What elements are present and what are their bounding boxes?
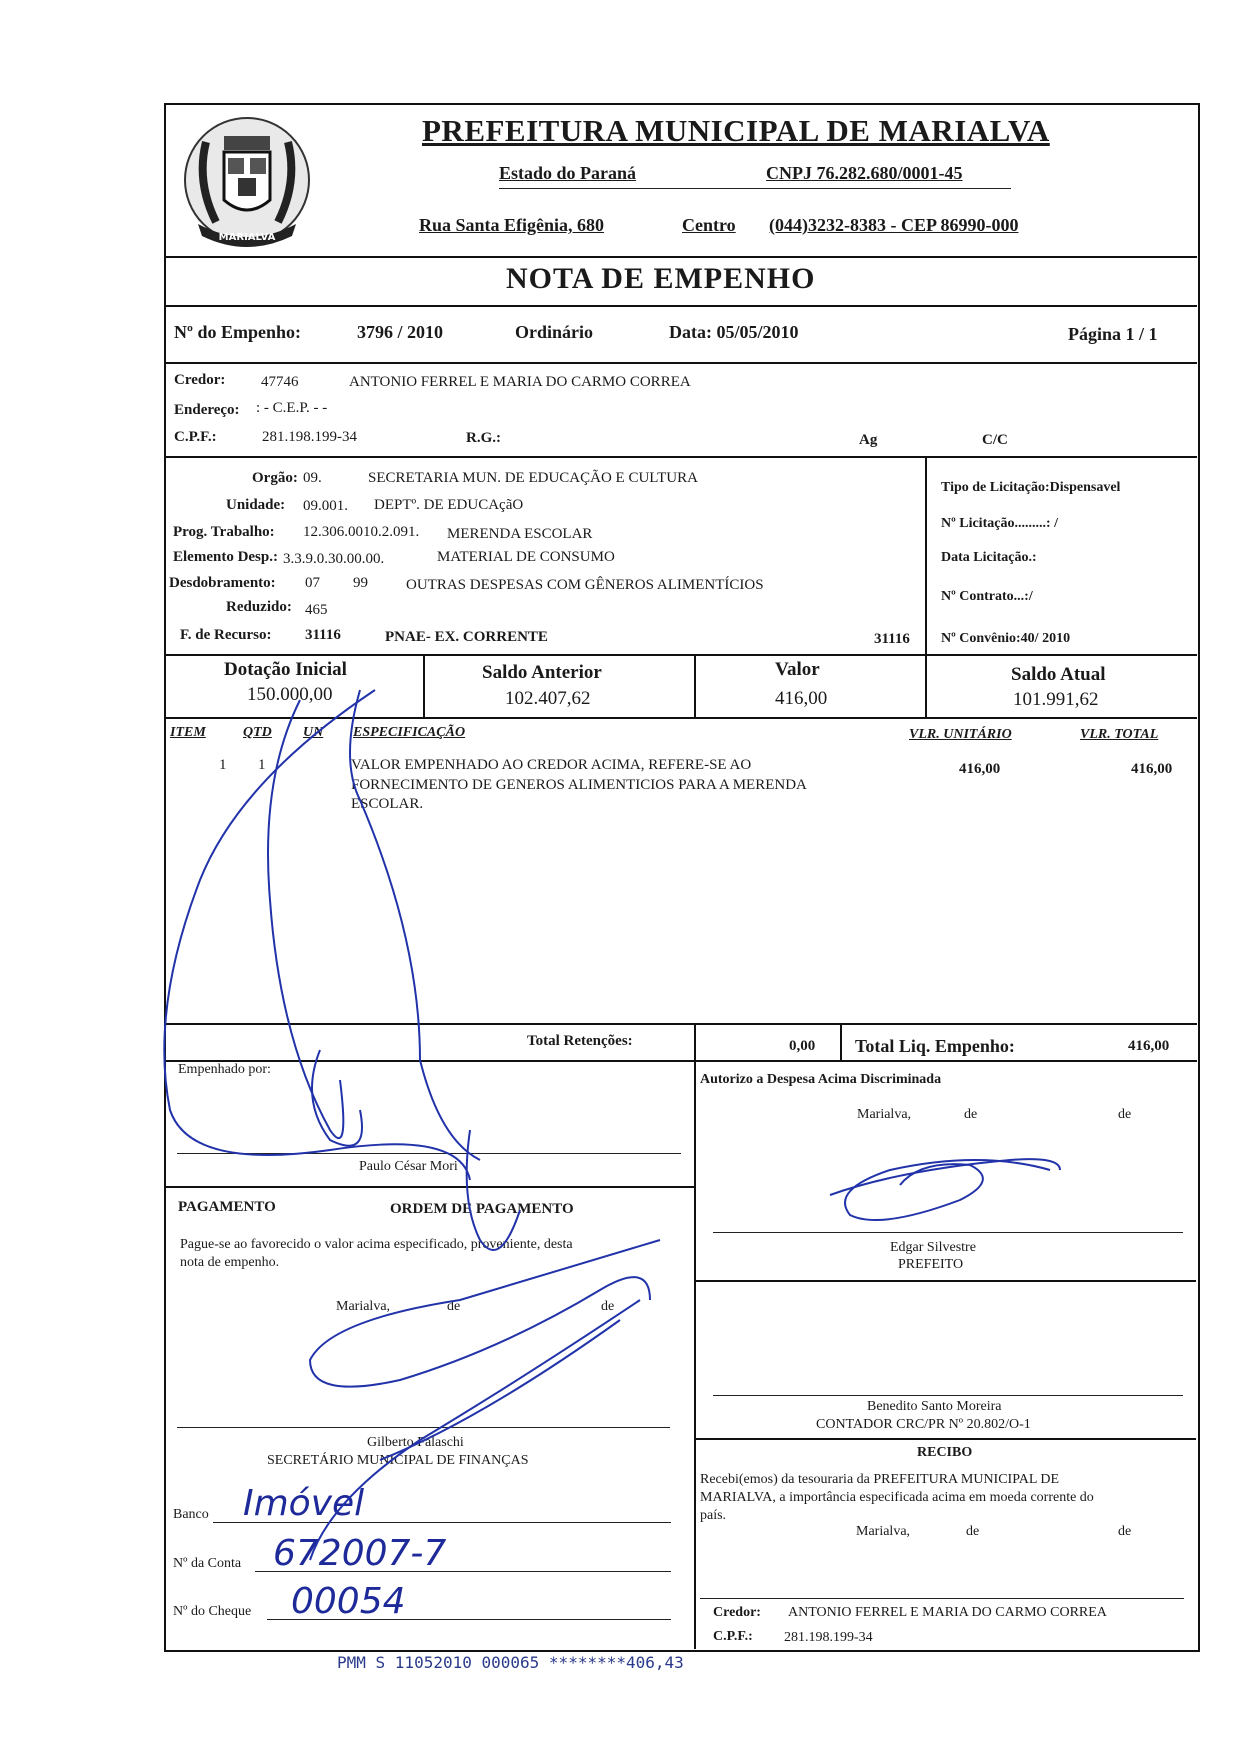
col-spec: ESPECIFICAÇÃO <box>353 725 466 740</box>
empenhado-signer: Paulo César Mori <box>359 1159 458 1174</box>
unidade-label: Unidade: <box>226 497 286 513</box>
empenho-number-label: Nº do Empenho: <box>174 322 301 342</box>
pagamento-signer: Gilberto Falaschi <box>367 1435 464 1450</box>
signature-line <box>713 1395 1183 1396</box>
conta-label: Nº da Conta <box>173 1556 242 1571</box>
saldo-anterior-label: Saldo Anterior <box>482 662 602 683</box>
item-qtd: 1 <box>258 757 266 773</box>
recurso-name: PNAE- EX. CORRENTE <box>385 629 548 645</box>
col-unit-value: VLR. UNITÁRIO <box>909 727 1012 742</box>
pagamento-city: Marialva, <box>336 1299 391 1314</box>
recurso-label: F. de Recurso: <box>180 627 272 643</box>
prog-code: 12.306.0010.2.091. <box>303 524 420 540</box>
divider <box>925 655 927 717</box>
saldo-atual-label: Saldo Atual <box>1011 664 1106 685</box>
state-label: Estado do Paraná <box>499 163 637 183</box>
empenho-type: Ordinário <box>515 322 594 342</box>
orgao-name: SECRETARIA MUN. DE EDUCAÇÃO E CULTURA <box>368 470 698 486</box>
divider <box>165 362 1197 364</box>
signature-line <box>713 1232 1183 1233</box>
autorizo-label: Autorizo a Despesa Acima Discriminada <box>700 1072 942 1087</box>
divider <box>165 717 1197 719</box>
signature-line <box>177 1427 670 1428</box>
saldo-atual-value: 101.991,62 <box>1013 689 1099 710</box>
item-spec-line-3: ESCOLAR. <box>351 796 424 812</box>
licitacao-tipo: Tipo de Licitação:Dispensavel <box>941 480 1121 495</box>
item-number: 1 <box>219 757 227 773</box>
address-value: : - C.E.P. - - <box>256 400 328 416</box>
desdob-name: OUTRAS DESPESAS COM GÊNEROS ALIMENTÍCIOS <box>406 577 764 593</box>
valor-label: Valor <box>775 659 820 680</box>
divider <box>165 456 1197 458</box>
header-underline <box>499 188 1011 189</box>
cpf-label: C.P.F.: <box>174 429 217 445</box>
dotacao-label: Dotação Inicial <box>224 659 347 680</box>
unidade-name: DEPTº. DE EDUCAçãO <box>374 497 524 513</box>
recibo-credor-name: ANTONIO FERREL E MARIA DO CARMO CORREA <box>788 1605 1107 1620</box>
signature-line <box>700 1598 1184 1599</box>
contador-signer: Benedito Santo Moreira <box>867 1399 1002 1414</box>
reduzido-label: Reduzido: <box>226 599 292 615</box>
document-title: NOTA DE EMPENHO <box>506 262 816 295</box>
banco-label: Banco <box>173 1507 209 1522</box>
item-unit-value: 416,00 <box>959 761 1001 777</box>
desdob-a: 07 <box>305 575 320 591</box>
signature-line <box>177 1153 681 1154</box>
conta-value: 672007-7 <box>273 1533 447 1574</box>
rg-label: R.G.: <box>466 430 501 446</box>
recibo-credor-label: Credor: <box>713 1605 761 1620</box>
credor-name: ANTONIO FERREL E MARIA DO CARMO CORREA <box>349 374 691 390</box>
footer-stamp: PMM S 11052010 000065 ********406,43 <box>337 1653 684 1672</box>
address-label: Endereço: <box>174 402 240 418</box>
pagamento-role: SECRETÁRIO MUNICIPAL DE FINANÇAS <box>267 1453 529 1468</box>
pagamento-de-1: de <box>447 1299 461 1314</box>
divider <box>694 1024 696 1060</box>
seal-text: MARIALVA <box>218 232 276 243</box>
recibo-de-1: de <box>966 1524 980 1539</box>
credor-label: Credor: <box>174 372 226 388</box>
divider <box>165 256 1197 258</box>
dotacao-value: 150.000,00 <box>247 684 333 705</box>
col-un: UN <box>303 725 324 740</box>
credor-code: 47746 <box>261 374 299 390</box>
recibo-text-1: Recebi(emos) da tesouraria da PREFEITURA MUNICIPAL DE <box>700 1472 1060 1487</box>
divider <box>165 1060 1197 1062</box>
recibo-city: Marialva, <box>856 1524 911 1539</box>
divider <box>925 457 927 654</box>
reduzido-value: 465 <box>305 602 328 618</box>
pagamento-de-2: de <box>601 1299 615 1314</box>
cc-label: C/C <box>982 432 1008 448</box>
divider <box>165 1023 1197 1025</box>
item-spec-line-1: VALOR EMPENHADO AO CREDOR ACIMA, REFERE-SE AO <box>351 757 752 773</box>
prog-name: MERENDA ESCOLAR <box>447 526 593 542</box>
col-item: ITEM <box>170 725 206 740</box>
licitacao-data: Data Licitação.: <box>941 550 1037 565</box>
autorizo-de-2: de <box>1118 1107 1132 1122</box>
item-total-value: 416,00 <box>1131 761 1173 777</box>
prog-label: Prog. Trabalho: <box>173 524 275 540</box>
col-qtd: QTD <box>243 725 272 740</box>
unidade-code: 09.001. <box>303 498 348 514</box>
divider <box>694 1061 696 1649</box>
licitacao-contrato: Nº Contrato...:/ <box>941 589 1033 604</box>
desdob-label: Desdobramento: <box>169 575 276 591</box>
recibo-text-2: MARIALVA, a importância especificada acima em moeda corrente do <box>700 1490 1094 1505</box>
empenho-date: Data: 05/05/2010 <box>669 322 799 342</box>
coat-of-arms-icon <box>176 112 318 254</box>
divider <box>165 654 1197 656</box>
col-total-value: VLR. TOTAL <box>1080 727 1159 742</box>
ordem-pagamento-label: ORDEM DE PAGAMENTO <box>390 1201 574 1217</box>
recibo-label: RECIBO <box>917 1445 973 1460</box>
liquido-value: 416,00 <box>1128 1038 1170 1054</box>
pagamento-text-1: Pague-se ao favorecido o valor acima especificado, proveniente, desta <box>180 1237 573 1252</box>
divider <box>423 655 425 717</box>
divider <box>695 1438 1196 1440</box>
licitacao-numero: Nº Licitação.........: / <box>941 516 1058 531</box>
banco-value: Imóvel <box>243 1483 365 1524</box>
autorizo-signer: Edgar Silvestre <box>890 1240 976 1255</box>
cheque-label: Nº do Cheque <box>173 1604 252 1619</box>
municipality-title: PREFEITURA MUNICIPAL DE MARIALVA <box>422 113 1050 148</box>
pagamento-label: PAGAMENTO <box>178 1199 276 1215</box>
divider <box>694 655 696 717</box>
recibo-de-2: de <box>1118 1524 1132 1539</box>
street-label: Rua Santa Efigênia, 680 <box>419 215 605 235</box>
licitacao-convenio: Nº Convênio:40/ 2010 <box>941 631 1071 646</box>
retencoes-value: 0,00 <box>789 1038 816 1054</box>
elemento-code: 3.3.9.0.30.00.00. <box>283 551 385 567</box>
empenhado-label: Empenhado por: <box>178 1062 271 1077</box>
contador-role: CONTADOR CRC/PR Nº 20.802/O-1 <box>816 1417 1031 1432</box>
ag-label: Ag <box>859 432 878 448</box>
recibo-cpf-value: 281.198.199-34 <box>784 1630 873 1645</box>
desdob-b: 99 <box>353 575 368 591</box>
recibo-cpf-label: C.P.F.: <box>713 1629 753 1644</box>
recurso-code: 31116 <box>305 627 341 643</box>
elemento-label: Elemento Desp.: <box>173 549 278 565</box>
autorizo-city: Marialva, <box>857 1107 912 1122</box>
liquido-label: Total Liq. Empenho: <box>855 1036 1015 1056</box>
divider <box>695 1280 1196 1282</box>
district-label: Centro <box>682 215 736 235</box>
orgao-label: Orgão: <box>252 470 298 486</box>
recibo-text-3: país. <box>700 1508 727 1523</box>
retencoes-label: Total Retenções: <box>527 1033 633 1049</box>
page-number: Página 1 / 1 <box>1068 324 1158 344</box>
saldo-anterior-value: 102.407,62 <box>505 688 591 709</box>
autorizo-role: PREFEITO <box>898 1257 964 1272</box>
empenho-number: 3796 / 2010 <box>357 322 444 342</box>
pagamento-text-2: nota de empenho. <box>180 1255 280 1270</box>
divider <box>165 305 1197 307</box>
orgao-code: 09. <box>303 470 322 486</box>
cheque-value: 00054 <box>291 1581 406 1622</box>
cnpj-label: CNPJ 76.282.680/0001-45 <box>766 163 963 183</box>
phone-cep-label: (044)3232-8383 - CEP 86990-000 <box>769 215 1019 235</box>
elemento-name: MATERIAL DE CONSUMO <box>437 549 615 565</box>
valor-value: 416,00 <box>775 688 828 709</box>
cpf-value: 281.198.199-34 <box>262 429 357 445</box>
divider <box>840 1024 842 1060</box>
autorizo-de-1: de <box>964 1107 978 1122</box>
divider <box>165 1186 695 1188</box>
recurso-code-2: 31116 <box>874 631 910 647</box>
item-spec-line-2: FORNECIMENTO DE GENEROS ALIMENTICIOS PARA A MERENDA <box>351 777 807 793</box>
